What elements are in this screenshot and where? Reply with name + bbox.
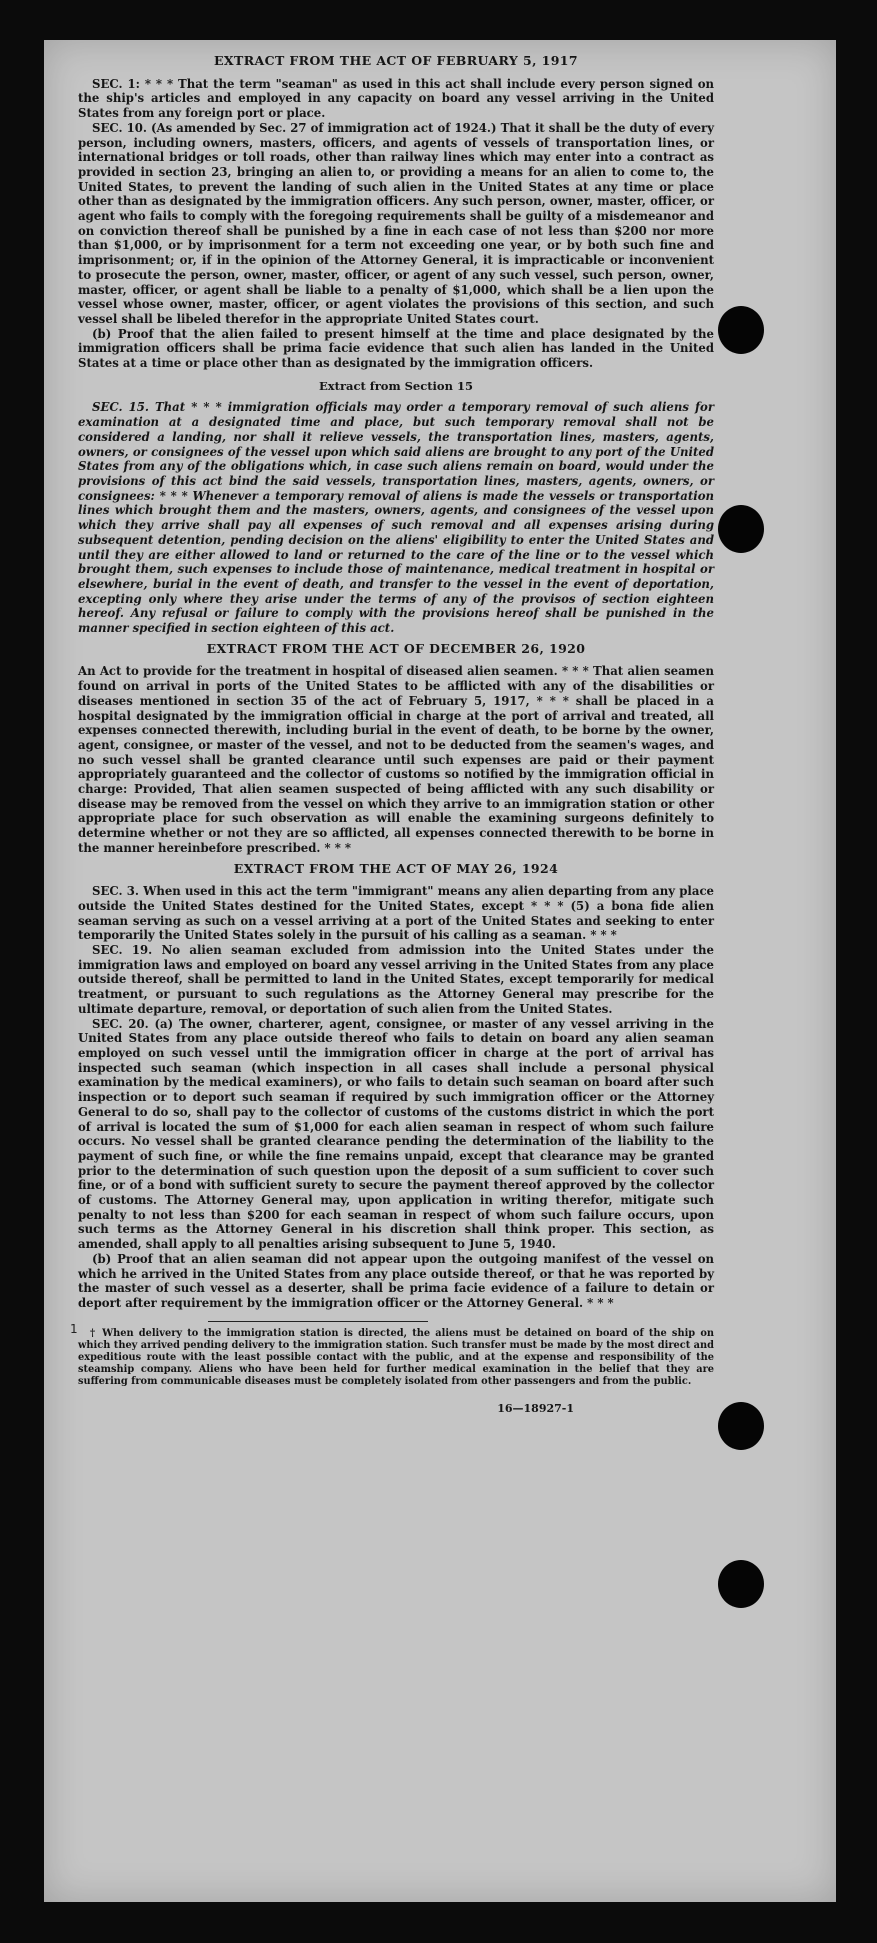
section-3-paragraph: SEC. 3. When used in this act the term "immigrant" means any alien departing from any place outside the United States destined for the United States, except * * * (5) a bona fide alien seaman serving as such on a vessel arriving at a port of the United States and seeking to enter temporarily the United States solely in the pursuit of his calling as a seaman. * * * [78,884,714,943]
margin-mark: 1 [70,1322,78,1336]
section-20b-paragraph: (b) Proof that an alien seaman did not appear upon the outgoing manifest of the vessel on which he arrived in the United States from any place outside thereof, or that he was reported by the master of such vessel as a deserter, shall be prima facie evidence of a failure to detain or deport after requirement by the immigration officer or the Attorney General. * * * [78,1251,714,1310]
heading-1920: EXTRACT FROM THE ACT OF DECEMBER 26, 1920 [206,640,586,656]
punch-hole [718,1560,764,1608]
section-20a-paragraph: SEC. 20. (a) The owner, charterer, agent, consignee, or master of any vessel arriving in the United States from any place outside thereof who fails to detain on board any alien seaman employed on such vessel until the immigration officer in charge at the port of arrival has inspected such seaman (which inspection in all cases shall include a personal physical examination by the medical examiners), or who fails to detain such seaman on board after such inspection or to deport such seaman if required by such immigration officer or the Attorney General to do so, shall pay to the collector of customs of the customs district in which the port of arrival is located the sum of $1,000 for each alien seaman in respect of whom such failure occurs. No vessel shall be granted clearance pending the determination of the liability to the payment of such fine, or while the fine remains unpaid, except that clearance may be granted prior to the determination of such question upon the deposit of a sum sufficient to cover such fine, or of a bond with sufficient surety to secure the payment thereof approved by the collector of customs. The Attorney General may, upon application in writing therefor, mitigate such penalty to not less than $200 for each seaman in respect of whom such failure occurs, upon such terms as the Attorney General in his discretion shall think proper. This section, as amended, shall apply to all penalties arising subsequent to June 5, 1940. [78,1016,714,1252]
footnote: † When delivery to the immigration station is directed, the aliens must be detained on board of the ship on which they arrived pending delivery to the immigration station. Such transfer must be made by the most direct and expeditious route with the least possible contact with the public, and at the expense and responsibility of the steamship company. Aliens who have been held for further medical examination in the belief that they are suffering from communicable diseases must be completely isolated from other passengers and from the public. [78,1327,714,1387]
punch-hole [718,505,764,553]
document-text [78,48,714,1416]
form-number: 16—18927-1 [497,1401,574,1415]
heading-1917: EXTRACT FROM THE ACT OF FEBRUARY 5, 1917 [213,53,578,68]
heading-1924: EXTRACT FROM THE ACT OF MAY 26, 1924 [233,860,559,876]
section-1-paragraph: SEC. 1: * * * That the term "seaman" as used in this act shall include every person signed on the ship's articles and employed in any capacity on board any vessel arriving in the United States from any foreign port or place. [78,76,714,121]
section-10-paragraph: SEC. 10. (As amended by Sec. 27 of immigration act of 1924.) That it shall be the duty of every person, including owners, masters, officers, and agents of vessels of transportation lines, or international bridges or toll roads, other than railway lines which may enter into a contract as provided in section 23, bringing an alien to, or providing a means for an alien to come to, the United States, to prevent the landing of such alien in the United States at any time or place other than as designated by the immigration officers. Any such person, owner, master, officer, or agent who fails to comply with the foregoing requirements shall be guilty of a misdemeanor and on conviction thereof shall be punished by a fine in each case of not less than $200 nor more than $1,000, or by imprisonment for a term not exceeding one year, or by both such fine and imprisonment; or, if in the opinion of the Attorney General, it is impracticable or inconvenient to prosecute the person, owner, master, officer, or agent of any such vessel, such person, owner, master, officer, or agent shall be liable to a penalty of $1,000, which shall be a lien upon the vessel whose owner, master, officer, or agent violates the provisions of this section, and such vessel shall be libeled therefor in the appropriate United States court. [78,120,714,326]
section-10b-paragraph: (b) Proof that the alien failed to present himself at the time and place designated by the immigration officers shall be prima facie evidence that such alien has landed in the United States at a time or place other than as designated by the immigration officers. [78,326,714,371]
heading-section-15: Extract from Section 15 [319,378,473,393]
punch-hole [718,1402,764,1450]
punch-hole [718,306,764,354]
section-15-paragraph: SEC. 15. That * * * immigration officials may order a temporary removal of such aliens for examination at a designated time and place, but such temporary removal shall not be considered a landing, nor shall it relieve vessels, the transportation lines, masters, agents, owners, or consignees of the vessel upon which said aliens are brought to any port of the United States from any of the obligations which, in case such aliens remain on board, would under the provisions of this act bind the said vessels, transportation lines, masters, agents, owners, or consignees: * * * Whenever a temporary removal of aliens is made the vessels or transportation lines which brought them and the masters, owners, agents, and consignees of the vessel upon which they arrive shall pay all expenses of such removal and all expenses arising during subsequent detention, pending decision on the aliens' eligibility to enter the United States and until they are either allowed to land or returned to the care of the line or to the vessel which brought them, such expenses to include those of maintenance, medical treatment in hospital or elsewhere, burial in the event of death, and transfer to the vessel in the event of deportation, excepting only where they arise under the terms of any of the provisos of section eighteen hereof. Any refusal or failure to comply with the provisions hereof shall be punished in the manner specified in section eighteen of this act. [78,400,714,636]
footnote-divider [208,1321,428,1322]
section-19-paragraph: SEC. 19. No alien seaman excluded from admission into the United States under the immigration laws and employed on board any vessel arriving in the United States from any place outside thereof, shall be permitted to land in the United States, except temporarily for medical treatment, or pursuant to such regulations as the Attorney General may prescribe for the ultimate departure, removal, or deportation of such alien from the United States. [78,943,714,1016]
act-1920-paragraph: An Act to provide for the treatment in hospital of diseased alien seamen. * * * That alien seamen found on arrival in ports of the United States to be afflicted with any of the disabilities or diseases mentioned in section 35 of the act of February 5, 1917, * * * shall be placed in a hospital designated by the immigration official in charge at the port of arrival and treated, all expenses connected therewith, including burial in the event of death, to be borne by the owner, agent, consignee, or master of the vessel, and not to be deducted from the seamen's wages, and no such vessel shall be granted clearance until such expenses are paid or their payment appropriately guaranteed and the collector of customs so notified by the immigration official in charge: Provided, That alien seamen suspected of being afflicted with any such disability or disease may be removed from the vessel on which they arrive to an immigration station or other appropriate place for such observation as will enable the examining surgeons definitely to determine whether or not they are so afflicted, all expenses connected therewith to be borne in the manner hereinbefore prescribed. * * * [78,664,714,855]
